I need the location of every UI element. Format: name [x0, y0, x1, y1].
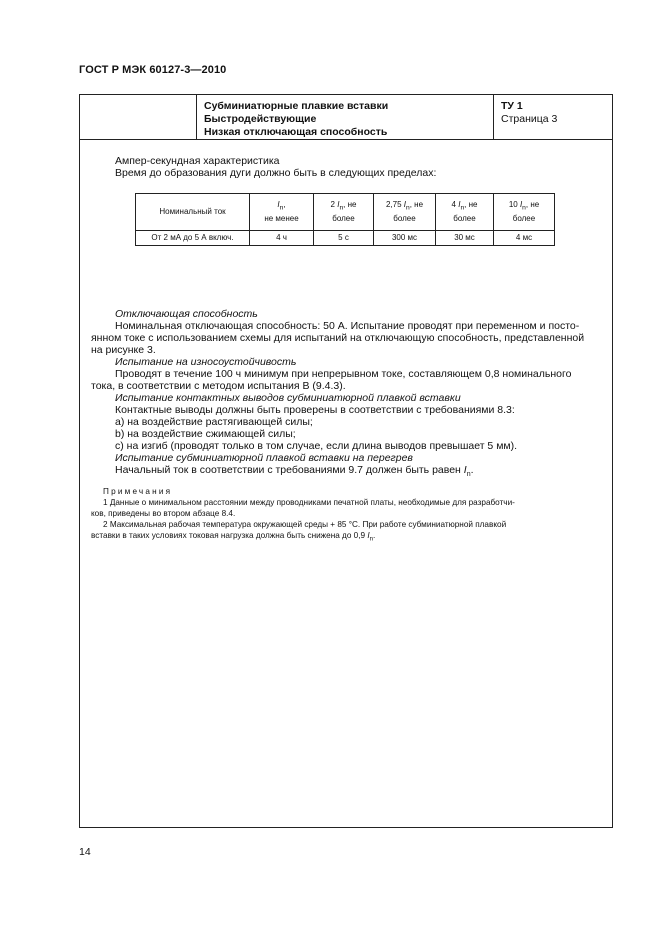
document-standard-number: ГОСТ Р МЭК 60127-3—2010: [79, 64, 227, 76]
header-title-line-2: Быстродействующие: [204, 113, 317, 125]
table-header-col-4: 4 $I_n$, не более: [436, 194, 494, 231]
note-1-line-1: 1 Данные о минимальном расстоянии между проводниками печатной платы, необходимые для разработчи-: [103, 498, 515, 507]
overload-text: Начальный ток в соответствии с требованиями 9.7 должен быть равен $I_n$.: [115, 464, 474, 479]
header-title-cell: [197, 95, 494, 139]
terminals-heading: Испытание контактных выводов субминиатюрной плавкой вставки: [115, 392, 461, 404]
endurance-line-2: тока, в соответствии с методом испытания В (9.4.3).: [91, 380, 346, 392]
table-row: [136, 231, 555, 246]
table-header-rated-current: Номинальный ток: [136, 194, 250, 231]
note-2-line-2: вставки в таких условиях токовая нагрузка должна быть снижена до 0,9 $I_n$.: [91, 531, 376, 543]
terminals-item-b: b) на воздействие сжимающей силы;: [115, 428, 296, 440]
table-header-col-2: 2 $I_n$, не более: [314, 194, 374, 231]
table-cell: 4 ч: [250, 231, 314, 246]
header-title-line-3: Низкая отключающая способность: [204, 126, 388, 138]
header-sheet-id: ТУ 1: [501, 100, 523, 112]
notes-title: Примечания: [103, 487, 173, 496]
arcing-time-table: [135, 193, 555, 246]
table-header-col-1: $I_n$, не менее: [250, 194, 314, 231]
table-cell: 4 мс: [494, 231, 555, 246]
note-1-line-2: ков, приведены во втором абзаце 8.4.: [91, 509, 236, 518]
table-cell: 300 мс: [374, 231, 436, 246]
endurance-heading: Испытание на износоустойчивость: [115, 356, 297, 368]
terminals-item-a: a) на воздействие растягивающей силы;: [115, 416, 313, 428]
breaking-capacity-line-2: янном токе с использованием схемы для испытаний на отключающую способность, представленной: [91, 332, 585, 344]
char-heading: Ампер-секундная характеристика: [115, 155, 280, 167]
note-2-line-1: 2 Максимальная рабочая температура окружающей среды + 85 °С. При работе субминиатюрной плавкой: [103, 520, 507, 529]
page-number: 14: [79, 846, 91, 858]
terminals-text: Контактные выводы должны быть проверены в соответствии с требованиями 8.3:: [115, 404, 515, 416]
header-sheet-cell: [494, 95, 612, 139]
terminals-item-c: c) на изгиб (проводят только в том случае, если длина выводов превышает 5 мм).: [115, 440, 518, 452]
breaking-capacity-heading: Отключающая способность: [115, 308, 258, 320]
table-cell: 5 с: [314, 231, 374, 246]
char-text: Время до образования дуги должно быть в следующих пределах:: [115, 167, 437, 179]
table-cell: От 2 мА до 5 А включ.: [136, 231, 250, 246]
header-title-line-1: Субминиатюрные плавкие вставки: [204, 100, 389, 112]
sheet-header: [80, 95, 612, 140]
breaking-capacity-line-3: на рисунке 3.: [91, 344, 156, 356]
breaking-capacity-line-1: Номинальная отключающая способность: 50 А. Испытание проводят при переменном и посто-: [115, 320, 580, 332]
endurance-line-1: Проводят в течение 100 ч минимум при непрерывном токе, составляющем 0,8 номинального: [115, 368, 572, 380]
table-header-row: [136, 194, 555, 231]
table-header-col-3: 2,75 $I_n$, не более: [374, 194, 436, 231]
table-cell: 30 мс: [436, 231, 494, 246]
header-blank-cell: [80, 95, 197, 139]
table-header-col-5: 10 $I_n$, не более: [494, 194, 555, 231]
header-sheet-page: Страница 3: [501, 113, 558, 125]
overload-heading: Испытание субминиатюрной плавкой вставки на перегрев: [115, 452, 413, 464]
